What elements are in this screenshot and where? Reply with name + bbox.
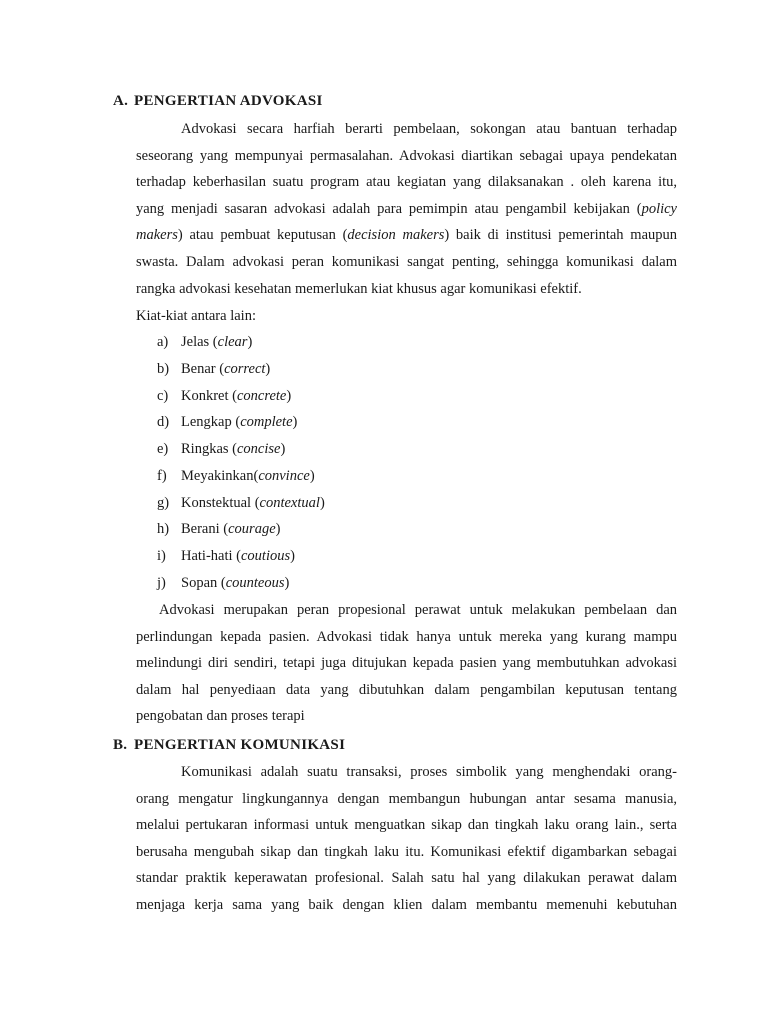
text-line: Komunikasi adalah suatu transaksi, proses simbolik yang menghendaki orang- <box>181 764 677 780</box>
list-item <box>157 463 325 490</box>
section-b-letter: B. <box>113 737 128 753</box>
list-item-close: ) <box>286 387 292 404</box>
list-marker: e) <box>157 441 169 457</box>
italic-term: makers <box>136 227 178 244</box>
list-marker: b) <box>157 360 170 377</box>
text-line: perlindungan kepada pasien. Advokasi tidak hanya untuk mereka yang kurang mampu <box>136 628 677 645</box>
text-line: seseorang yang mempunyai permasalahan. Advokasi diartikan sebagai upaya pendekatan <box>136 147 677 164</box>
list-marker: h) <box>157 521 170 538</box>
list-item-word: Konstektual ( <box>181 494 260 511</box>
list-item-word: Jelas ( <box>181 334 218 350</box>
text-line: Advokasi merupakan peran propesional perawat untuk melakukan pembelaan dan <box>159 602 677 618</box>
text-line <box>136 222 677 249</box>
section-a-heading <box>113 93 323 110</box>
list-item <box>157 436 325 463</box>
list-item-close: ) <box>309 467 315 484</box>
list-item-term: correct <box>224 360 266 377</box>
text-line: melindungi diri sendiri, tetapi juga ditujukan kepada pasien yang membutuhkan advokasi <box>136 655 677 672</box>
section-b-paragraph-1 <box>136 759 677 919</box>
list-item-close: ) <box>290 548 295 564</box>
list-marker: i) <box>157 548 166 564</box>
text-line: swasta. Dalam advokasi peran komunikasi sangat penting, sehingga komunikasi dalam <box>136 253 677 270</box>
list-item <box>157 409 325 436</box>
list-item <box>157 543 325 570</box>
list-item-term: clear <box>217 334 248 350</box>
italic-term: policy <box>641 200 677 217</box>
section-a-title: PENGERTIAN ADVOKASI <box>134 93 323 109</box>
list-item-word: Lengkap ( <box>181 414 241 431</box>
text-line: standar praktik keperawatan profesional. Salah satu hal yang dilakukan perawat dalam <box>136 870 677 887</box>
kiat-intro: Kiat-kiat antara lain: <box>136 308 256 324</box>
list-item-term: coutious <box>241 548 291 564</box>
list-item <box>157 383 325 410</box>
section-b-heading <box>113 737 345 754</box>
list-item-term: complete <box>240 414 293 431</box>
text-line: melalui pertukaran informasi untuk menguatkan sikap dan tingkah laku orang lain., serta <box>136 817 677 834</box>
list-item-word: Konkret ( <box>181 387 237 404</box>
section-a-paragraph-2 <box>136 597 677 730</box>
kiat-list <box>157 329 325 597</box>
list-marker: a) <box>157 334 169 350</box>
text-line: Advokasi secara harfiah berarti pembelaan, sokongan atau bantuan terhadap <box>181 121 677 137</box>
text-segment: ) atau pembuat keputusan ( <box>177 227 348 244</box>
list-marker: c) <box>157 387 169 404</box>
text-line: pengobatan dan proses terapi <box>136 708 305 725</box>
list-item <box>157 570 325 597</box>
italic-term: decision makers <box>347 227 445 244</box>
list-item-term: contextual <box>259 494 320 511</box>
list-item-word: Ringkas ( <box>181 441 237 457</box>
list-item-term: counteous <box>225 574 285 591</box>
list-marker: d) <box>157 414 170 431</box>
list-marker: j) <box>157 574 166 591</box>
list-item-term: courage <box>228 521 276 538</box>
text-segment: yang menjadi sasaran advokasi adalah para pemimpin atau pengambil kebijakan ( <box>136 200 642 217</box>
text-line: rangka advokasi kesehatan memerlukan kiat khusus agar komunikasi efektif. <box>136 280 582 297</box>
list-item <box>157 516 325 543</box>
list-item-word: Hati-hati ( <box>181 548 241 564</box>
list-marker: f) <box>157 467 167 484</box>
list-item-close: ) <box>319 494 325 511</box>
list-item-term: concrete <box>236 387 287 404</box>
text-line: terhadap keberhasilan suatu program atau kegiatan yang dilaksanakan . oleh karena itu, <box>136 174 677 191</box>
list-item-close: ) <box>284 574 290 591</box>
section-a-paragraph-1 <box>136 116 677 302</box>
list-item-close: ) <box>280 441 286 457</box>
section-b-title: PENGERTIAN KOMUNIKASI <box>134 737 346 753</box>
list-item-word: Benar ( <box>181 360 225 377</box>
list-marker: g) <box>157 494 170 511</box>
text-line: dalam hal penyediaan data yang dibutuhkan dalam pengambilan keputusan tentang <box>136 681 677 698</box>
section-a-letter: A. <box>113 93 129 109</box>
list-item-term: concise <box>236 441 281 457</box>
text-line <box>136 196 677 223</box>
list-item <box>157 490 325 517</box>
list-item-term: convince <box>258 467 310 484</box>
text-line: berusaha mengubah sikap dan tingkah laku itu. Komunikasi efektif digambarkan sebagai <box>136 843 677 860</box>
list-item-close: ) <box>247 334 253 350</box>
list-item-word: Sopan ( <box>181 574 226 591</box>
list-item <box>157 356 325 383</box>
text-line: orang mengatur lingkungannya dengan membangun hubungan antar sesama manusia, <box>136 790 677 807</box>
list-item <box>157 329 325 356</box>
list-item-word: Berani ( <box>181 521 229 538</box>
text-segment: ) baik di institusi pemerintah maupun <box>444 227 678 244</box>
list-item-close: ) <box>265 360 271 377</box>
list-item-close: ) <box>292 414 298 431</box>
list-item-close: ) <box>275 521 281 538</box>
text-line: menjaga kerja sama yang baik dengan klien dalam membantu memenuhi kebutuhan <box>136 896 677 913</box>
list-item-word: Meyakinkan( <box>181 467 259 484</box>
